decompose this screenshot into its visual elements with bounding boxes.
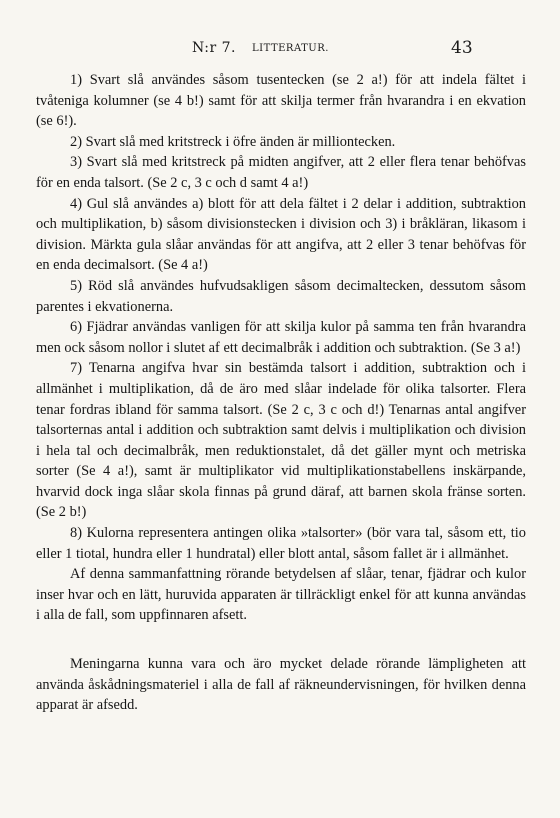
issue-number: N:r 7. [192,40,236,56]
paragraph-7: 7) Tenarna angifva hvar sin bestämda talsort i addition, subtraktion och i allmänhet i multiplikation, då de äro med slåar indelade för olika talsorter. Flera tenar fordras ibland för samma talsort. (Se 2 c, 3 c och d!) Tenarnas antal angifver talsorternas antal i addition och subtraktion samt delvis i multiplikation och division i hela tal och decimalbråk, men reduktionstalet, då det gäller mynt och metriska sorter (Se 4 a!), samt är multiplikator vid multiplikationstabellens inskärpande, hvarvid dock inga slåar skola finnas på grund däraf, att barnen skola fränse sorten. (Se 2 b!) [36,360,526,521]
page-header [0,40,560,60]
paragraph-4: 4) Gul slå användes a) blott för att dela fältet i 2 delar i addition, subtraktion och multiplikation, b) såsom divisionstecken i division och 3) i bråkläran, likasom i division. Märkta gula slåar användas för att angifva, att 2 eller 3 tenar behöfvas för en enda decimalsort. (Se 4 a!) [36,195,526,274]
paragraph-1: 1) Svart slå användes såsom tusentecken (se 2 a!) för att indela fältet i tvåteniga kolumner (se 4 b!) samt för att skilja termer från hvarandra i en ekvation (se 6!). [36,72,526,130]
paragraph-2: 2) Svart slå med kritstreck i öfre änden är milliontecken. [70,133,396,150]
paragraph-3: 3) Svart slå med kritstreck på midten angifver, att 2 eller flera tenar behöfvas för en enda talsort. (Se 2 c, 3 c och d samt 4 a!) [36,154,526,191]
paragraph-5: 5) Röd slå användes hufvudsakligen såsom decimaltecken, dessutom såsom parentes i ekvationerna. [36,277,526,315]
article-body [36,70,526,716]
summary-paragraph: Af denna sammanfattning rörande betydelsen af slåar, tenar, fjädrar och kulor inser hvar och en lätt, huruvida apparaten är tillräckligt enkel för att kunna användas i alla de fall, som uppfinnaren afsett. [36,566,526,624]
closing-paragraph: Meningarna kunna vara och äro mycket delade rörande lämpligheten att använda åskådningsmateriel i alla de fall af räkneundervisningen, för hvilken denna apparat är afsedd. [36,656,526,714]
paragraph-8: 8) Kulorna representera antingen olika »talsorter» (bör vara tal, såsom ett, tio eller 1 tiotal, hundra eller 1 hundratal) eller blott antal, såsom fallet är i allmänhet. [36,525,526,562]
page-number: 43 [451,38,473,58]
section-title: LITTERATUR. [252,43,329,54]
paragraph-6: 6) Fjädrar användas vanligen för att skilja kulor på samma ten från hvarandra men ock såsom nollor i slutet af ett decimalbråk i addition och subtraktion. (Se 3 a!) [36,319,526,356]
